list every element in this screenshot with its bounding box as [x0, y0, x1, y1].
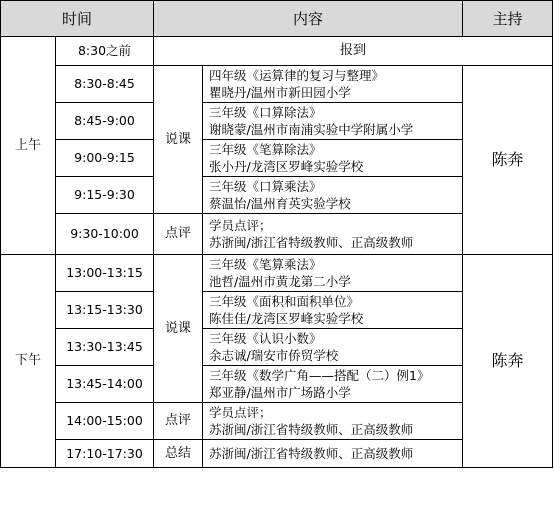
time-cell: 8:45-9:00 — [56, 103, 154, 140]
header-host: 主持 — [463, 1, 553, 37]
review-line: 学员点评； — [209, 218, 272, 233]
time-cell: 17:10-17:30 — [56, 440, 154, 468]
checkin-cell: 报到 — [154, 37, 553, 66]
period-morning: 上午 — [1, 37, 56, 255]
time-cell: 13:45-14:00 — [56, 366, 154, 403]
header-content: 内容 — [154, 1, 463, 37]
talk-speaker: 余志诚/瑞安市侨贸学校 — [209, 348, 339, 363]
talk-title: 三年级《认识小数》 — [209, 331, 322, 346]
time-cell: 13:30-13:45 — [56, 329, 154, 366]
talk-speaker: 池哲/温州市黄龙第二小学 — [209, 274, 351, 289]
table-row — [1, 66, 553, 103]
activity-summary: 总结 — [154, 440, 203, 468]
time-cell: 9:30-10:00 — [56, 214, 154, 255]
review-line: 苏浙闽/浙江省特级教师、正高级教师 — [209, 235, 414, 250]
time-cell: 14:00-15:00 — [56, 403, 154, 440]
activity-talk: 说课 — [154, 66, 203, 214]
review-line: 学员点评； — [209, 405, 272, 420]
talk-title: 三年级《口算除法》 — [209, 105, 322, 120]
header-row — [1, 1, 553, 37]
host-morning: 陈奔 — [463, 66, 553, 255]
period-afternoon: 下午 — [1, 255, 56, 468]
talk-speaker: 蔡温怡/温州育英实验学校 — [209, 196, 351, 211]
talk-title: 四年级《运算律的复习与整理》 — [209, 68, 385, 83]
content-cell — [203, 66, 463, 103]
talk-speaker: 陈佳佳/龙湾区罗峰实验学校 — [209, 311, 364, 326]
time-cell: 8:30之前 — [56, 37, 154, 66]
talk-speaker: 谢晓蒙/温州市南浦实验中学附属小学 — [209, 122, 414, 137]
content-cell: 苏浙闽/浙江省特级教师、正高级教师 — [203, 440, 463, 468]
content-cell — [203, 214, 463, 255]
content-cell — [203, 140, 463, 177]
header-time: 时间 — [1, 1, 154, 37]
content-cell — [203, 103, 463, 140]
content-cell — [203, 366, 463, 403]
host-afternoon: 陈奔 — [463, 255, 553, 468]
talk-speaker: 郑亚静/温州市广场路小学 — [209, 385, 351, 400]
review-line: 苏浙闽/浙江省特级教师、正高级教师 — [209, 422, 414, 437]
talk-title: 三年级《数学广角——搭配（二）例1》 — [209, 368, 430, 383]
time-cell: 13:15-13:30 — [56, 292, 154, 329]
activity-review: 点评 — [154, 214, 203, 255]
content-cell — [203, 403, 463, 440]
talk-title: 三年级《笔算除法》 — [209, 142, 322, 157]
activity-talk: 说课 — [154, 255, 203, 403]
time-cell: 13:00-13:15 — [56, 255, 154, 292]
talk-title: 三年级《口算乘法》 — [209, 179, 322, 194]
content-cell — [203, 292, 463, 329]
talk-speaker: 瞿晓丹/温州市新田园小学 — [209, 85, 351, 100]
activity-review: 点评 — [154, 403, 203, 440]
time-cell: 9:00-9:15 — [56, 140, 154, 177]
content-cell — [203, 329, 463, 366]
talk-title: 三年级《笔算乘法》 — [209, 257, 322, 272]
talk-title: 三年级《面积和面积单位》 — [209, 294, 360, 309]
table-row — [1, 37, 553, 66]
talk-speaker: 张小丹/龙湾区罗峰实验学校 — [209, 159, 364, 174]
content-cell — [203, 177, 463, 214]
time-cell: 9:15-9:30 — [56, 177, 154, 214]
table-row — [1, 255, 553, 292]
time-cell: 8:30-8:45 — [56, 66, 154, 103]
content-cell — [203, 255, 463, 292]
